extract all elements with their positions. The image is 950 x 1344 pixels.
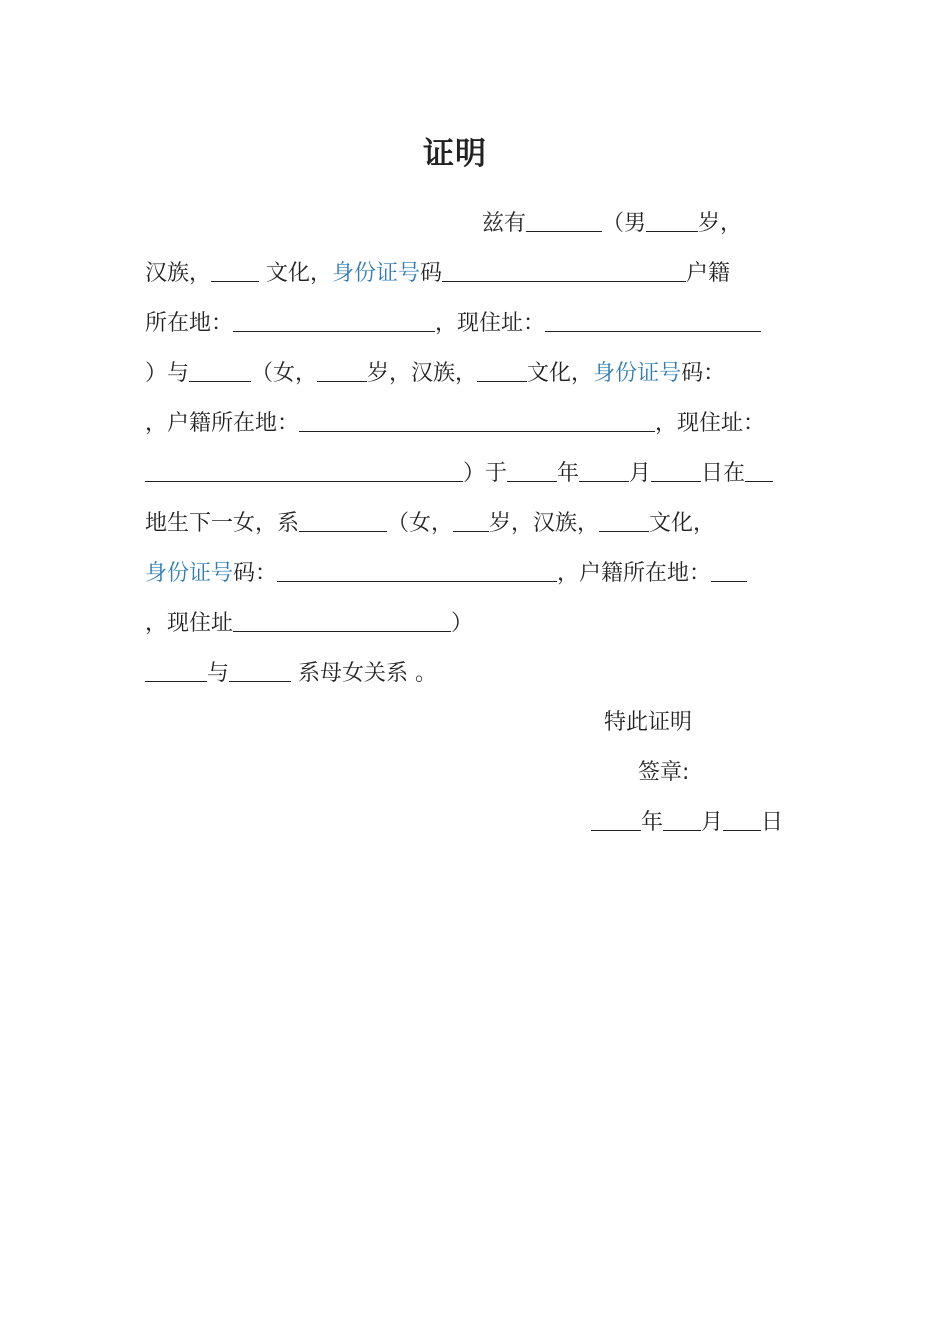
- paragraph-line-6: [145, 457, 773, 491]
- text: 兹有: [482, 211, 527, 236]
- signature-label: 签章:: [638, 760, 690, 785]
- text: ，现住址：: [655, 411, 766, 436]
- text: 岁，: [698, 211, 743, 236]
- paragraph-line-5: [145, 407, 765, 441]
- paragraph-line-1: [482, 207, 742, 241]
- text: 户籍: [686, 261, 731, 286]
- text: 系母女关系 。: [291, 661, 438, 686]
- paragraph-line-8: [145, 557, 747, 591]
- fill-blank-age-3[interactable]: [453, 507, 489, 532]
- fill-blank-sign-year[interactable]: [591, 806, 641, 831]
- fill-blank-sign-day[interactable]: [723, 806, 761, 831]
- text: ）与: [145, 361, 190, 386]
- fill-blank-id-3[interactable]: [277, 557, 557, 582]
- text: 码：: [681, 361, 726, 386]
- text: ，现住址: [145, 611, 234, 636]
- fill-blank-name-2[interactable]: [189, 357, 251, 382]
- fill-blank-birth-place[interactable]: [745, 457, 773, 482]
- fill-blank-daughter-name[interactable]: [229, 657, 291, 682]
- fill-blank-education-3[interactable]: [599, 507, 649, 532]
- text: ，户籍所在地：: [145, 411, 300, 436]
- fill-blank-name-3[interactable]: [299, 507, 387, 532]
- paragraph-line-3: [145, 307, 761, 341]
- fill-blank-birth-day[interactable]: [651, 457, 701, 482]
- certify-text: 特此证明: [604, 710, 693, 735]
- fill-blank-education-2[interactable]: [477, 357, 527, 382]
- fill-blank-domicile-3[interactable]: [711, 557, 747, 582]
- signature-date: [591, 806, 783, 840]
- text: 文化，: [649, 511, 716, 536]
- fill-blank-domicile-2[interactable]: [299, 407, 655, 432]
- fill-blank-education-1[interactable]: [211, 257, 259, 282]
- text: 年: [641, 810, 664, 835]
- document-title: 证明: [423, 136, 487, 172]
- text: ）于: [463, 461, 508, 486]
- fill-blank-domicile-1[interactable]: [233, 307, 435, 332]
- text: 所在地：: [145, 311, 234, 336]
- paragraph-line-2: [145, 257, 730, 291]
- text: 月: [701, 810, 724, 835]
- text: （女，: [387, 511, 454, 536]
- text: ）: [451, 611, 474, 636]
- id-number-link[interactable]: 身份证号: [332, 261, 421, 286]
- text: 月: [629, 461, 652, 486]
- text: 码：: [233, 561, 278, 586]
- paragraph-line-9: [145, 607, 473, 641]
- fill-blank-sign-month[interactable]: [663, 806, 701, 831]
- fill-blank-id-1[interactable]: [442, 257, 686, 282]
- id-number-link[interactable]: 身份证号: [593, 361, 682, 386]
- fill-blank-age-2[interactable]: [317, 357, 367, 382]
- text: ，户籍所在地：: [557, 561, 712, 586]
- fill-blank-birth-year[interactable]: [507, 457, 557, 482]
- text: 地生下一女，系: [145, 511, 300, 536]
- text: 码: [420, 261, 443, 286]
- text: ，现住址：: [435, 311, 546, 336]
- text: 文化，: [259, 261, 333, 286]
- fill-blank-mother-name[interactable]: [145, 657, 207, 682]
- text: （女，: [251, 361, 318, 386]
- text: 日在: [701, 461, 746, 486]
- fill-blank-address-1[interactable]: [545, 307, 761, 332]
- fill-blank-age-1[interactable]: [646, 207, 698, 232]
- text: 文化，: [527, 361, 594, 386]
- text: （男: [602, 211, 647, 236]
- fill-blank-address-3[interactable]: [233, 607, 451, 632]
- fill-blank-birth-month[interactable]: [579, 457, 629, 482]
- id-number-link[interactable]: 身份证号: [145, 561, 234, 586]
- fill-blank-name-1[interactable]: [526, 207, 602, 232]
- paragraph-line-4: [145, 357, 725, 391]
- text: 汉族，: [145, 261, 212, 286]
- text: 岁，汉族，: [489, 511, 600, 536]
- text: 与: [207, 661, 230, 686]
- paragraph-line-7: [145, 507, 715, 541]
- fill-blank-address-2[interactable]: [145, 457, 463, 482]
- text: 岁，汉族，: [367, 361, 478, 386]
- text: 日: [761, 810, 784, 835]
- paragraph-line-10: [145, 657, 437, 691]
- text: 年: [557, 461, 580, 486]
